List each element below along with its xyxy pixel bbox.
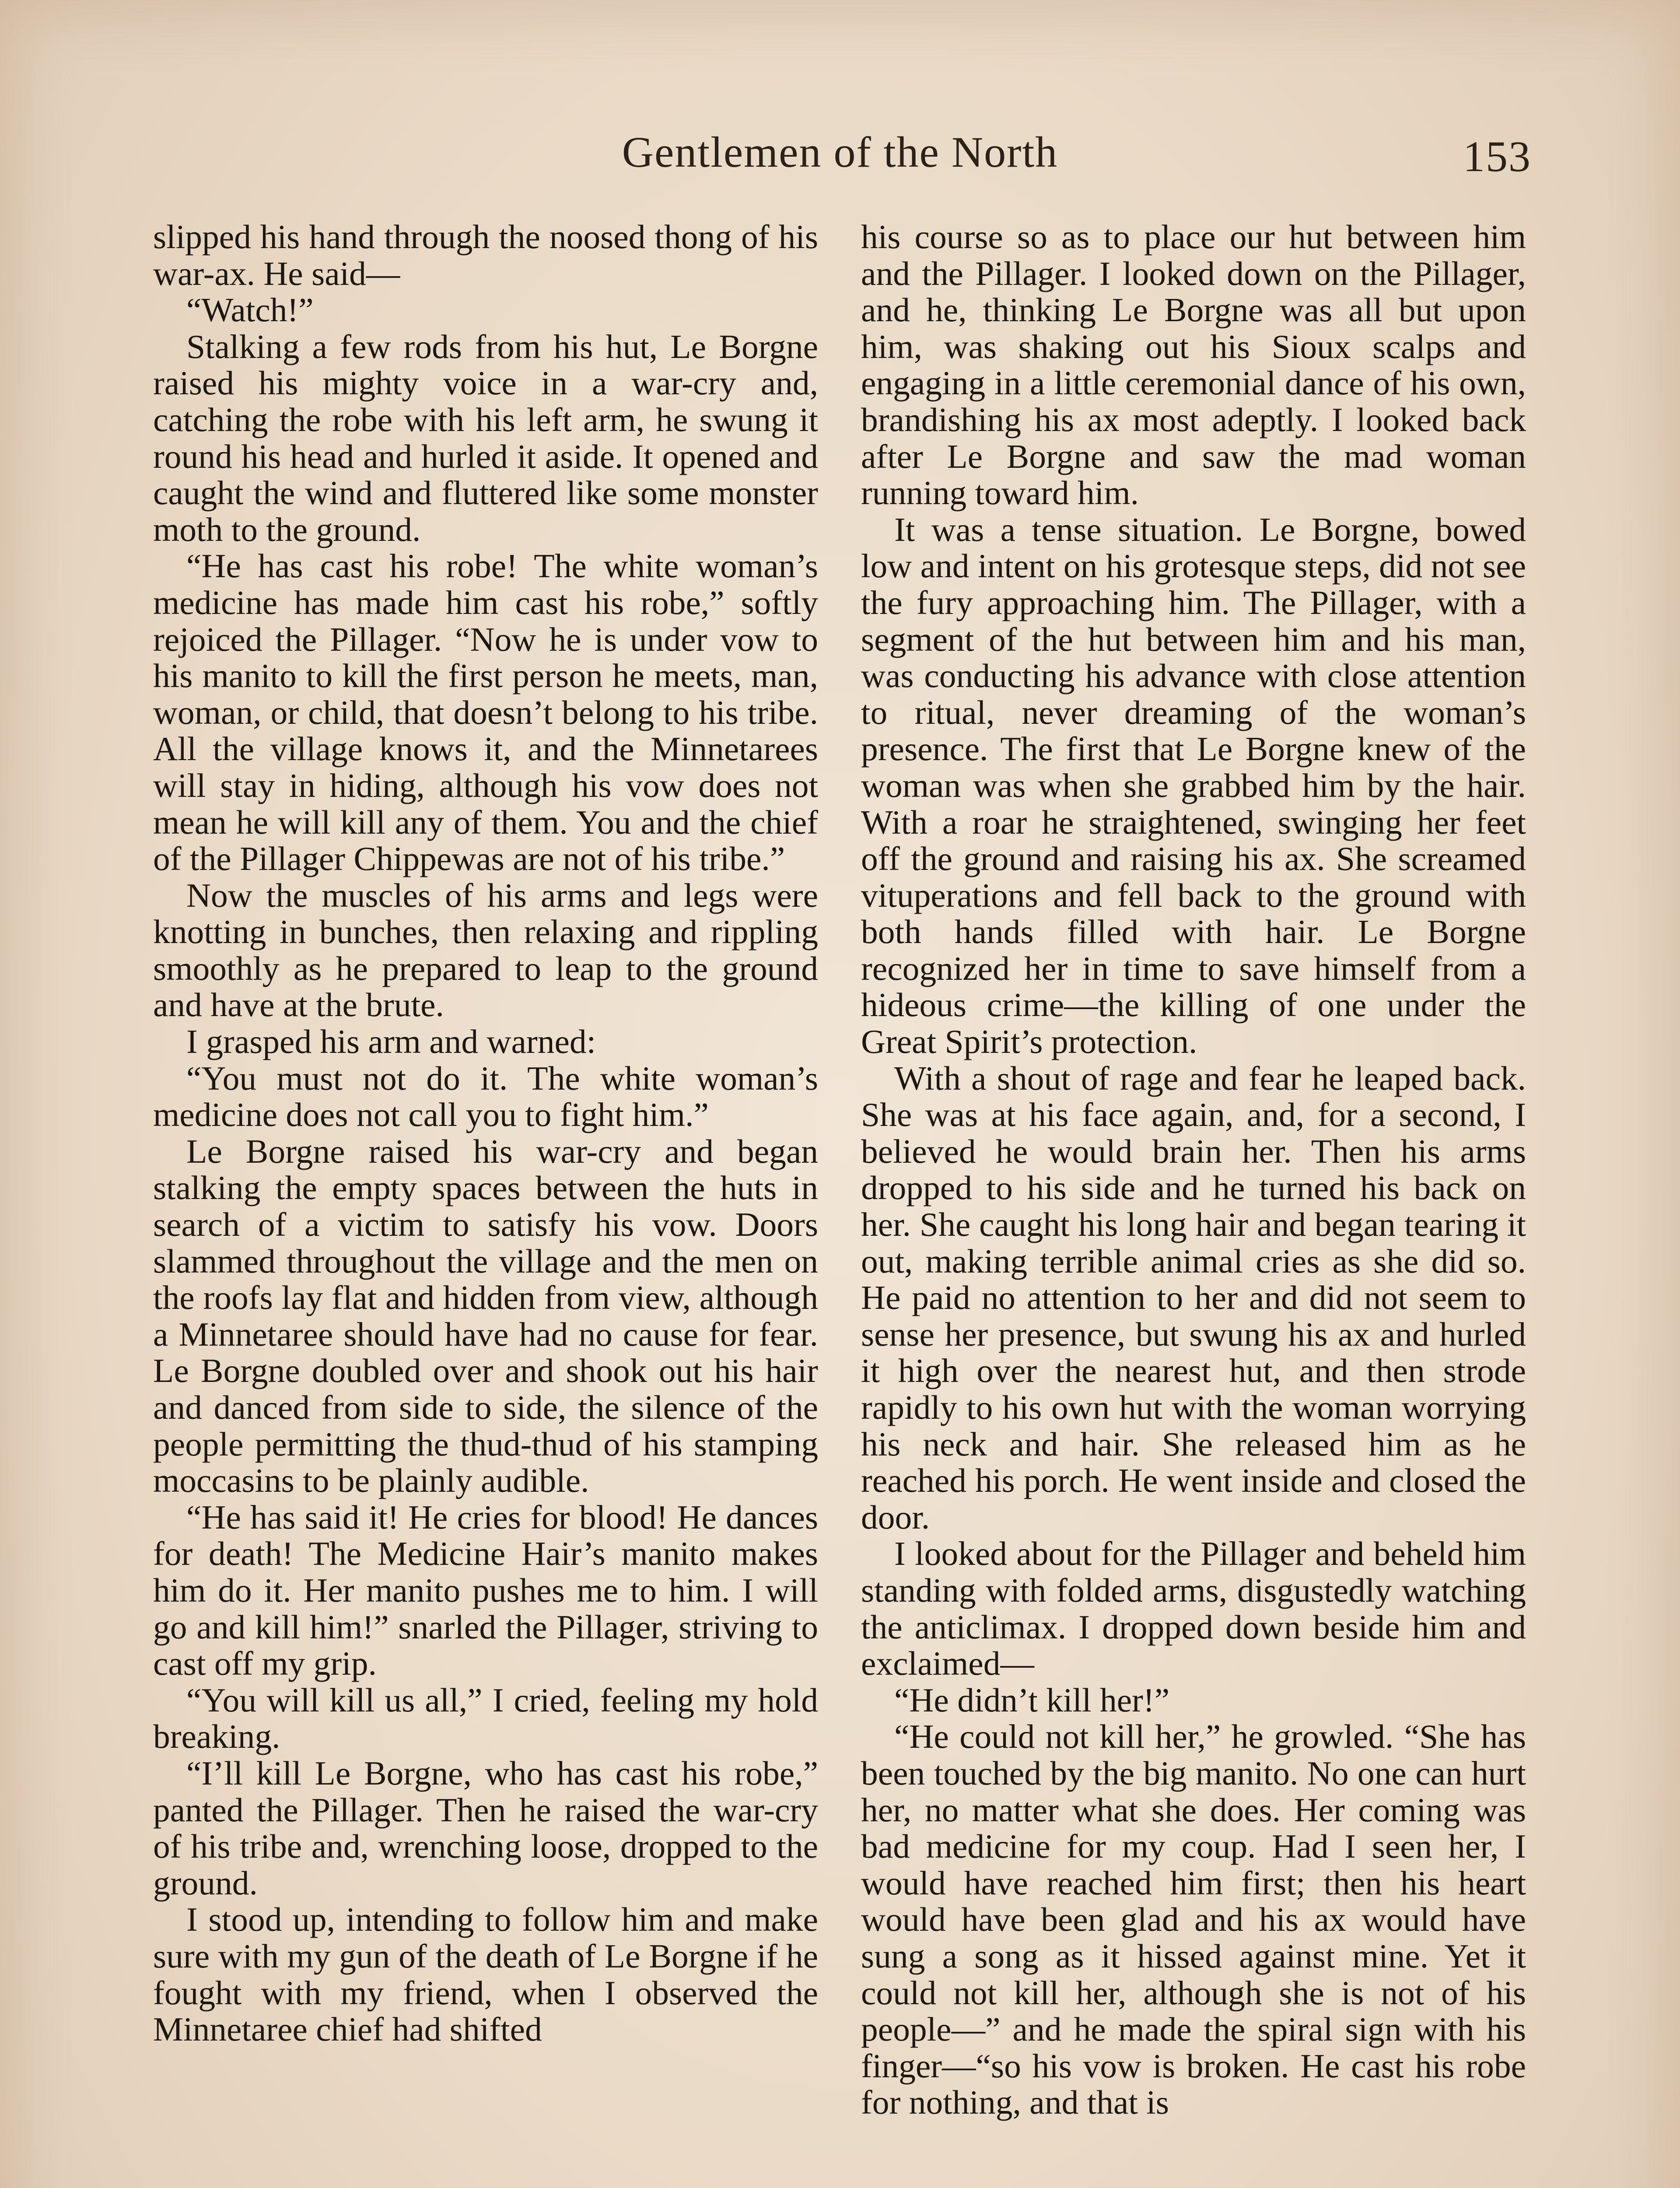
paragraph: Stalking a few rods from his hut, Le Borgne raised his mighty voice in a war-cry and, catching the robe with his left arm, he swung it round his head and hurled it aside. It opened and caught the wind and fluttered like some monster moth to the ground. [153, 327, 818, 548]
paragraph: “He has cast his robe! The white woman’s medicine has made him cast his robe,” softly rejoiced the Pillager. “Now he is under vow to his manito to kill the first person he meets, man, woman, or child, that doesn’t belong to his tribe. All the village knows it, and the Minnetarees will stay in hiding, although his vow does not mean he will kill any of them. You and the chief of the Pillager Chippewas are not of his tribe.” [153, 547, 818, 878]
page-number: 153 [1463, 132, 1531, 181]
paragraph: With a shout of rage and fear he leaped back. She was at his face again, and, for a second, I believed he would brain her. Then his arms dropped to his side and he turned his back on her. She caught his long hair and began tearing it out, making terrible animal cries as she did so. He paid no attention to her and did not seem to sense her presence, but swung his ax and hurled it high over the nearest hut, and then strode rapidly to his own hut with the woman worrying his neck and hair. She released him as he reached his porch. He went inside and closed the door. [861, 1059, 1526, 1536]
paragraph: “He didn’t kill her!” [894, 1681, 1170, 1719]
paragraph: Now the muscles of his arms and legs were knotting in bunches, then relaxing and rippling smoothly as he prepared to leap to the ground and have at the brute. [153, 876, 818, 1024]
paragraph: “You must not do it. The white woman’s medicine does not call you to fight him.” [153, 1059, 818, 1134]
paragraph: “He could not kill her,” he growled. “She has been touched by the big manito. No one can hurt her, no matter what she does. Her coming was bad medicine for my coup. Had I seen her, I would have reached him first; then his heart would have been glad and his ax would have sung a song as it hissed against mine. Yet it could not kill her, although she is not of his people—” and he made the spiral sign with his finger—“so his vow is broken. He cast his robe for nothing, and that is [861, 1718, 1526, 2121]
paragraph: “I’ll kill Le Borgne, who has cast his robe,” panted the Pillager. Then he raised the war-cry of his tribe and, wrenching loose, dropped to the ground. [153, 1754, 818, 1902]
paragraph: slipped his hand through the noosed thong of his war-ax. He said— [153, 219, 818, 292]
text-column-right [861, 219, 1526, 2188]
paragraph: his course so as to place our hut between him and the Pillager. I looked down on the Pillager, and he, thinking Le Borgne was all but upon him, was shaking out his Sioux scalps and engaging in a little ceremonial dance of his own, brandishing his ax most adeptly. I looked back after Le Borgne and saw the mad woman running toward him. [861, 219, 1526, 512]
text-column-left [153, 219, 818, 2188]
paragraph: “Watch!” [186, 291, 314, 329]
paragraph: “You will kill us all,” I cried, feeling my hold breaking. [153, 1681, 818, 1756]
paragraph: I grasped his arm and warned: [186, 1023, 596, 1061]
paragraph: It was a tense situation. Le Borgne, bowed low and intent on his grotesque steps, did not see the fury approaching him. The Pillager, with a segment of the hut between him and his man, was conducting his advance with close attention to ritual, never dreaming of the woman’s presence. The first that Le Borgne knew of the woman was when she grabbed him by the hair. With a roar he straightened, swinging her feet off the ground and raising his ax. She screamed vituperations and fell back to the ground with both hands filled with hair. Le Borgne recognized her in time to save himself from a hideous crime—the killing of one under the Great Spirit’s protection. [861, 510, 1526, 1061]
paragraph: I looked about for the Pillager and beheld him standing with folded arms, disgustedly watching the anticlimax. I dropped down beside him and exclaimed— [861, 1535, 1526, 1683]
paragraph: “He has said it! He cries for blood! He dances for death! The Medicine Hair’s manito makes him do it. Her manito pushes me to him. I will go and kill him!” snarled the Pillager, striving to cast off my grip. [153, 1498, 818, 1683]
running-header-title: Gentlemen of the North [622, 128, 1058, 176]
paragraph: Le Borgne raised his war-cry and began stalking the empty spaces between the huts in search of a victim to satisfy his vow. Doors slammed throughout the village and the men on the roofs lay flat and hidden from view, although a Minnetaree should have had no cause for fear. Le Borgne doubled over and shook out his hair and danced from side to side, the silence of the people permitting the thud-thud of his stamping moccasins to be plainly audible. [153, 1132, 818, 1500]
paragraph: I stood up, intending to follow him and make sure with my gun of the death of Le Borgne if he fought with my friend, when I observed the Minnetaree chief had shifted [153, 1900, 818, 2048]
